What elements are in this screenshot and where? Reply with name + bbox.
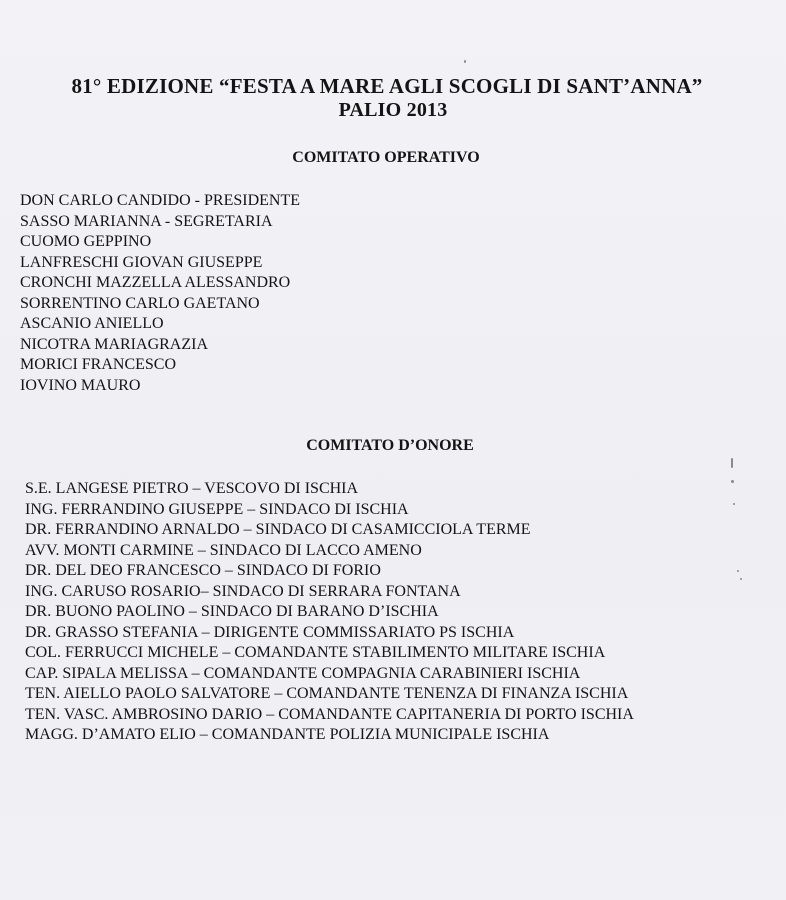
document-subtitle: PALIO 2013 bbox=[338, 99, 448, 121]
list-item: CAP. SIPALA MELISSA – COMANDANTE COMPAGNIA CARABINIERI ISCHIA bbox=[25, 664, 581, 682]
scan-speck bbox=[731, 458, 733, 468]
list-item: SASSO MARIANNA - SEGRETARIA bbox=[20, 212, 273, 230]
list-item: MAGG. D’AMATO ELIO – COMANDANTE POLIZIA MUNICIPALE ISCHIA bbox=[25, 726, 550, 743]
list-item: S.E. LANGESE PIETRO – VESCOVO DI ISCHIA bbox=[25, 480, 359, 497]
scan-speck bbox=[733, 503, 735, 505]
list-item: ASCANIO ANIELLO bbox=[20, 315, 164, 332]
list-item: LANFRESCHI GIOVAN GIUSEPPE bbox=[20, 253, 263, 271]
list-item: DR. BUONO PAOLINO – SINDACO DI BARANO D’ISCHIA bbox=[25, 603, 439, 620]
list-item: TEN. AIELLO PAOLO SALVATORE – COMANDANTE TENENZA DI FINANZA ISCHIA bbox=[25, 685, 629, 702]
scan-speck bbox=[737, 570, 739, 572]
list-item: DON CARLO CANDIDO - PRESIDENTE bbox=[20, 192, 300, 209]
list-item: TEN. VASC. AMBROSINO DARIO – COMANDANTE CAPITANERIA DI PORTO ISCHIA bbox=[25, 705, 634, 723]
list-item: MORICI FRANCESCO bbox=[20, 356, 177, 373]
list-item: IOVINO MAURO bbox=[20, 376, 141, 394]
section-heading-comitato-onore: COMITATO D’ONORE bbox=[306, 437, 474, 454]
list-item: SORRENTINO CARLO GAETANO bbox=[20, 294, 260, 312]
document-title: 81° EDIZIONE “FESTA A MARE AGLI SCOGLI DI SANT’ANNA” bbox=[71, 74, 703, 98]
list-item: DR. GRASSO STEFANIA – DIRIGENTE COMMISSARIATO PS ISCHIA bbox=[25, 623, 515, 641]
scan-speck bbox=[731, 480, 734, 483]
list-item: NICOTRA MARIAGRAZIA bbox=[20, 335, 208, 353]
list-item: ING. CARUSO ROSARIO– SINDACO DI SERRARA FONTANA bbox=[25, 582, 461, 600]
scan-speck bbox=[740, 578, 742, 580]
list-item: AVV. MONTI CARMINE – SINDACO DI LACCO AMENO bbox=[25, 541, 422, 559]
list-item: DR. DEL DEO FRANCESCO – SINDACO DI FORIO bbox=[25, 562, 381, 579]
list-item: CUOMO GEPPINO bbox=[20, 233, 152, 250]
comitato-operativo-list bbox=[20, 191, 300, 396]
list-item: ING. FERRANDINO GIUSEPPE – SINDACO DI ISCHIA bbox=[25, 500, 409, 518]
list-item: CRONCHI MAZZELLA ALESSANDRO bbox=[20, 274, 291, 291]
section-heading-comitato-operativo: COMITATO OPERATIVO bbox=[292, 149, 480, 166]
scan-speck bbox=[464, 60, 466, 63]
list-item: COL. FERRUCCI MICHELE – COMANDANTE STABILIMENTO MILITARE ISCHIA bbox=[25, 644, 606, 661]
list-item: DR. FERRANDINO ARNALDO – SINDACO DI CASAMICCIOLA TERME bbox=[25, 521, 531, 538]
comitato-onore-list bbox=[25, 479, 634, 746]
